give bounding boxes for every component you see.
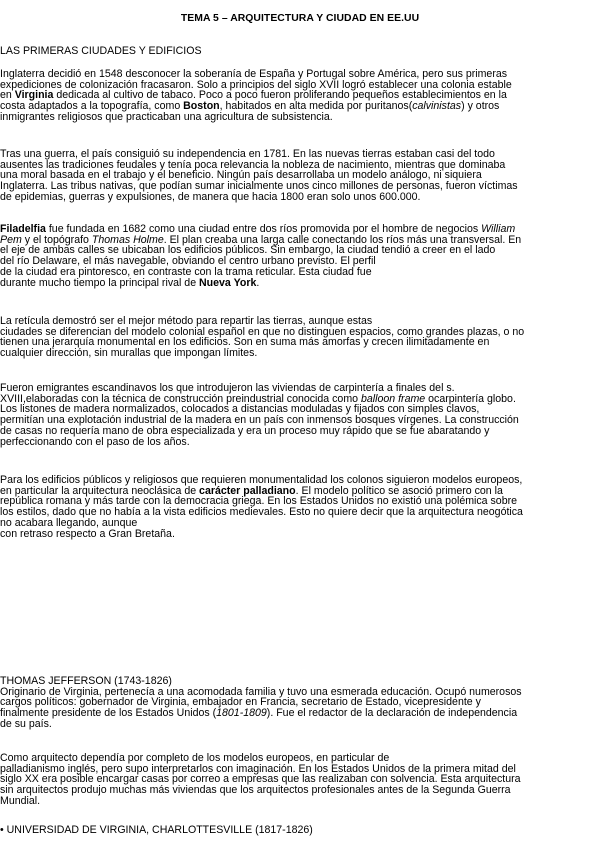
text-line: perfeccionando con el paso de los años.	[0, 435, 190, 448]
paragraph-thomas-jefferson	[0, 676, 600, 730]
text-line: del río Delaware, el más navegable, obviando el centro urbano previsto. El perfil	[0, 255, 376, 268]
text-line: palladianismo inglés, pero supo interpretarlos con imaginación. En los Estados Unidos de la primera mitad del	[0, 762, 516, 775]
paragraph-reticula	[0, 316, 600, 359]
text-line: ausentes las tradiciones feudales y tenía poca relevancia la nobleza de nacimiento, mientras que dominaba	[0, 158, 506, 171]
text-run: en particular la arquitectura neoclásica de	[0, 484, 200, 497]
bullet-universidad-virginia	[0, 825, 600, 836]
text-line: de epidemias, guerras y expulsiones, de manera que hacia 1800 eran solo unos 600.000.	[0, 190, 421, 203]
text-run: . El modelo político se asoció primero con la	[295, 484, 503, 497]
text-line: de su país.	[0, 717, 52, 730]
text-line: con retraso respecto a Gran Bretaña.	[0, 527, 175, 540]
text-run: fue fundada en 1682 como una ciudad entre dos ríos promovida por el hombre de negocios	[45, 223, 482, 235]
bold-term-virginia: Virginia	[14, 89, 54, 102]
paragraph-balloon-frame	[0, 383, 600, 447]
italic-term-pem: Pem	[0, 233, 22, 246]
text-line: Como arquitecto dependía por completo de los modelos europeos, en particular de	[0, 752, 390, 764]
italic-term-thomas-holme: Thomas Holme	[91, 233, 164, 246]
text-line: permitían una explotación industrial de la madera en un país con inmensos bosques vírgenes. La construcción	[0, 414, 519, 427]
paragraph-english-colonization	[0, 69, 600, 123]
text-run: y el topógrafo	[21, 233, 92, 246]
italic-term-balloon-frame: balloon frame	[360, 392, 426, 405]
text-line: siglo XX era posible encargar casas por correo a empresas que las realizaban con solvencia. Esta arquitectura	[0, 773, 521, 786]
text-line: no acabara llegando, aunque	[0, 516, 138, 529]
paragraph-palladiano	[0, 475, 600, 539]
text-line: Inglaterra. Las tribus nativas, que podían sumar inicialmente unos cinco millones de personas, fueron víctimas	[0, 180, 518, 193]
text-run: .	[256, 276, 260, 289]
paragraph-architect	[0, 753, 600, 807]
text-run: durante mucho tiempo la principal rival de	[0, 276, 200, 289]
paragraph-filadelfia	[0, 224, 600, 288]
italic-term-presidency-years: 1801-1809	[216, 707, 267, 720]
bold-term-nueva-york: Nueva York	[199, 276, 257, 289]
text-line: Originario de Virginia, pertenecía a una acomodada familia y tuvo una esmerada educación. Ocupó numerosos	[0, 685, 522, 698]
text-run: costa adaptados a la topografía, como	[0, 100, 184, 113]
text-run: ) y otros	[461, 100, 500, 113]
text-line: inmigrantes religiosos que practicaban una agricultura de subsistencia.	[0, 110, 333, 123]
text-run: . El plan creaba una larga calle conectando los ríos más una transversal. En	[163, 233, 522, 246]
text-run: XVIII,elaboradas con la técnica de construcción preindustrial conocida como	[0, 392, 361, 405]
text-line: Tras una guerra, el país consiguió su independencia en 1781. En las nuevas tierras estaban casi del todo	[0, 148, 495, 160]
text-line: cargos políticos: gobernador de Virginia, embajador en Francia, secretario de Estado, vicepresidente y	[0, 696, 481, 709]
text-line: Mundial.	[0, 794, 41, 807]
italic-term-william: William	[481, 223, 516, 235]
bold-term-caracter-palladiano: carácter palladiano	[199, 484, 296, 497]
text-run: , habitados en alta medida por puritanos(	[219, 100, 413, 113]
bold-term-boston: Boston	[183, 100, 220, 113]
text-run: finalmente presidente de los Estados Unidos (	[0, 707, 217, 720]
bullet-item: • UNIVERSIDAD DE VIRGINIA, CHARLOTTESVILLE (1817-1826)	[0, 824, 313, 836]
text-run: dedicada al cultivo de tabaco. Poco a poco fueron proliferando pequeños establecimientos en la	[53, 89, 507, 102]
text-run: ocarpintería globo.	[425, 392, 516, 405]
text-line	[0, 708, 600, 719]
text-line: una moral basada en el trabajo y el beneficio. Ningún país desarrollaba un modelo análogo, ni siquiera	[0, 169, 482, 182]
text-line: cualquier dirección, sin murallas que impongan límites.	[0, 347, 258, 360]
text-line: república romana y más tarde con la democracia griega. En los Estados Unidos no existió una polémica sobre	[0, 495, 518, 508]
text-line: Para los edificios públicos y religiosos que requieren monumentalidad los colonos siguieron modelos europeos,	[0, 474, 523, 486]
text-line: Los listones de madera normalizados, colocados a distancias moduladas y fijados con simples clavos,	[0, 403, 480, 416]
text-line: el eje de ambas calles se ubicaban los edificios públicos. Sin embargo, la ciudad tendió a creer en el lado	[0, 244, 496, 257]
text-run: en	[0, 89, 15, 102]
text-line: de la ciudad era pintoresco, en contraste con la trama reticular. Esta ciudad fue	[0, 265, 372, 278]
text-line: tienen una jerarquía monumental en los edificios. Son en suma más amorfas y crecen ilimitadamente en	[0, 336, 490, 349]
paragraph-independence	[0, 149, 600, 203]
text-line: Fueron emigrantes escandinavos los que introdujeron las viviendas de carpintería a finales del s.	[0, 382, 455, 394]
text-line	[0, 278, 600, 289]
italic-term-calvinistas: calvinistas	[412, 100, 462, 113]
text-run: ). Fue el redactor de la declaración de independencia	[266, 707, 518, 720]
text-line: sin arquitectos produjo muchas más viviendas que los arquitectos profesionales antes de la Segunda Guerra	[0, 784, 511, 797]
text-line: los estilos, dado que no había a la vista edificios medievales. Esto no quiere decir que la arquitectura neogótica	[0, 506, 523, 519]
page-title: TEMA 5 – ARQUITECTURA Y CIUDAD EN EE.UU	[180, 13, 420, 24]
text-line: Inglaterra decidió en 1548 desconocer la soberanía de España y Portugal sobre América, pero sus primeras	[0, 68, 508, 80]
section-heading: LAS PRIMERAS CIUDADES Y EDIFICIOS	[0, 45, 202, 57]
text-line: La retícula demostró ser el mejor método para repartir las tierras, aunque estas	[0, 315, 373, 327]
text-line: expediciones de colonización fracasaron. Solo a principios del siglo XVII logró establecer una colonia estable	[0, 78, 512, 91]
jefferson-heading: THOMAS JEFFERSON (1743-1826)	[0, 675, 172, 687]
text-line: ciudades se diferencian del modelo colonial español en que no distinguen espacios, como grandes plazas, o no	[0, 325, 525, 338]
bold-term-filadelfia: Filadelfia	[0, 223, 46, 235]
text-line: de casas no requería mano de obra especializada y era un proceso muy rápido que se fue abaratando y	[0, 424, 490, 437]
